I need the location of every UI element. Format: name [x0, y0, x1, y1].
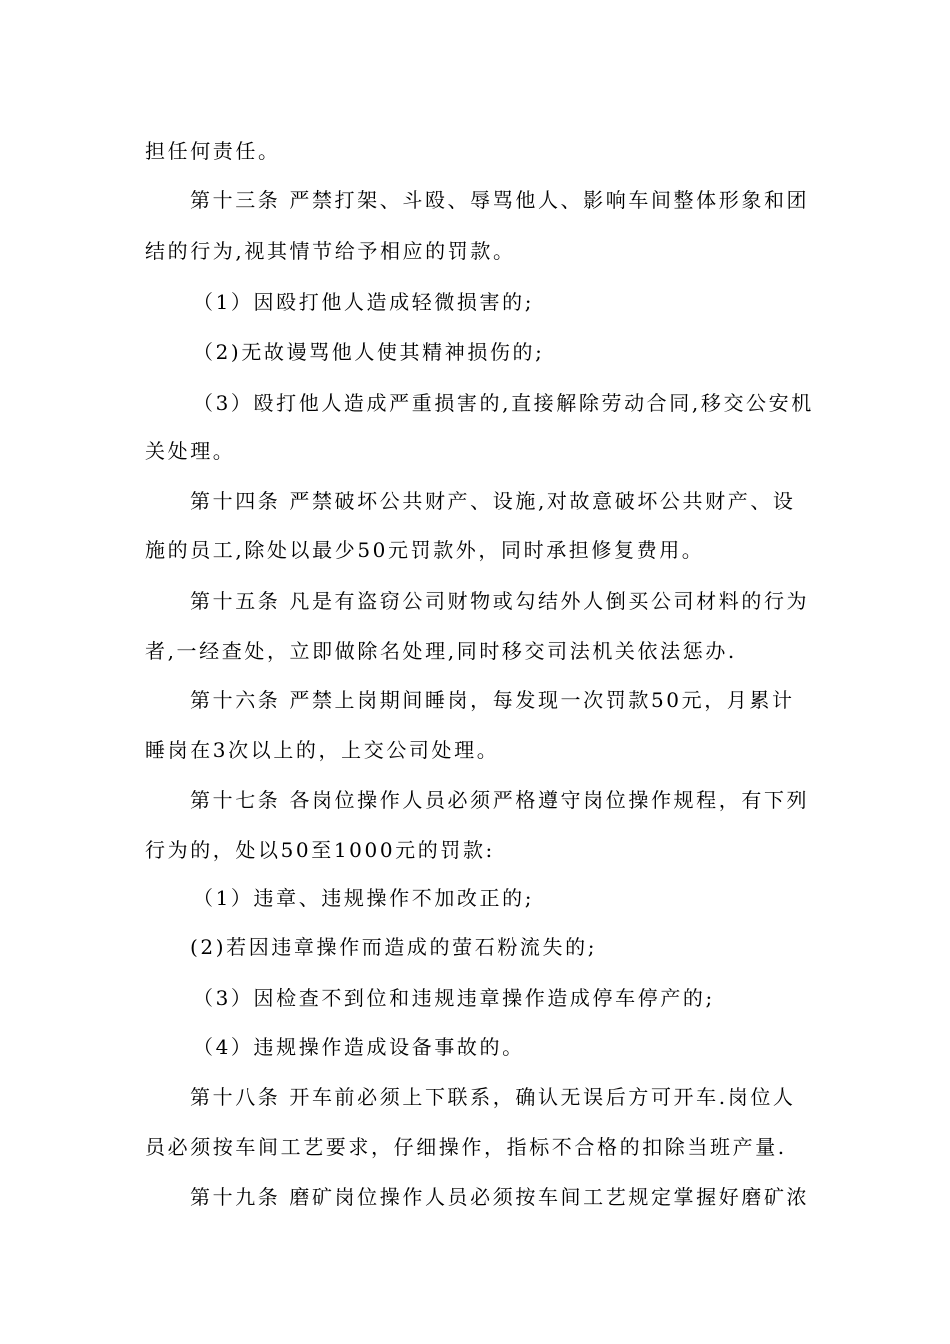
article-15-heading-line: 第十五条 凡是有盗窃公司财物或勾结外人倒买公司材料的行为 — [190, 589, 810, 613]
article-13-item-2: （2)无故谩骂他人使其精神损伤的; — [193, 340, 545, 364]
text-line-9: 施的员工,除处以最少50元罚款外，同时承担修复费用。 — [145, 538, 705, 562]
text-line-21: 员必须按车间工艺要求，仔细操作，指标不合格的扣除当班产量. — [145, 1135, 787, 1159]
text-line-11: 者,一经查处，立即做除名处理,同时移交司法机关依法惩办. — [145, 639, 737, 663]
article-17-item-1: （1）违章、违规操作不加改正的; — [193, 886, 535, 910]
article-16-heading-line: 第十六条 严禁上岗期间睡岗，每发现一次罚款50元，月累计 — [190, 688, 795, 712]
article-17-item-4: （4）违规操作造成设备事故的。 — [193, 1035, 525, 1059]
article-17-item-3: （3）因检查不到位和违规违章操作造成停车停产的; — [193, 986, 715, 1010]
text-line-1: 担任何责任。 — [145, 139, 281, 163]
article-18-heading-line: 第十八条 开车前必须上下联系，确认无误后方可开车.岗位人 — [190, 1085, 796, 1109]
article-13-item-1: （1）因殴打他人造成轻微损害的; — [193, 290, 535, 314]
article-17-heading-line: 第十七条 各岗位操作人员必须严格遵守岗位操作规程，有下列 — [190, 788, 810, 812]
article-13-heading-line: 第十三条 严禁打架、斗殴、辱骂他人、影响车间整体形象和团 — [190, 188, 810, 212]
text-line-3: 结的行为,视其情节给予相应的罚款。 — [145, 239, 516, 263]
article-17-item-2: (2)若因违章操作而造成的萤石粉流失的; — [190, 935, 598, 959]
article-13-item-3: （3）殴打他人造成严重损害的,直接解除劳动合同,移交公安机 — [193, 391, 814, 415]
text-line-15: 行为的，处以50至1000元的罚款: — [145, 838, 495, 862]
text-line-13: 睡岗在3次以上的，上交公司处理。 — [145, 738, 500, 762]
text-line-7: 关处理。 — [145, 439, 236, 463]
article-19-heading-line: 第十九条 磨矿岗位操作人员必须按车间工艺规定掌握好磨矿浓 — [190, 1185, 810, 1209]
article-14-heading-line: 第十四条 严禁破坏公共财产、设施,对故意破坏公共财产、设 — [190, 489, 796, 513]
